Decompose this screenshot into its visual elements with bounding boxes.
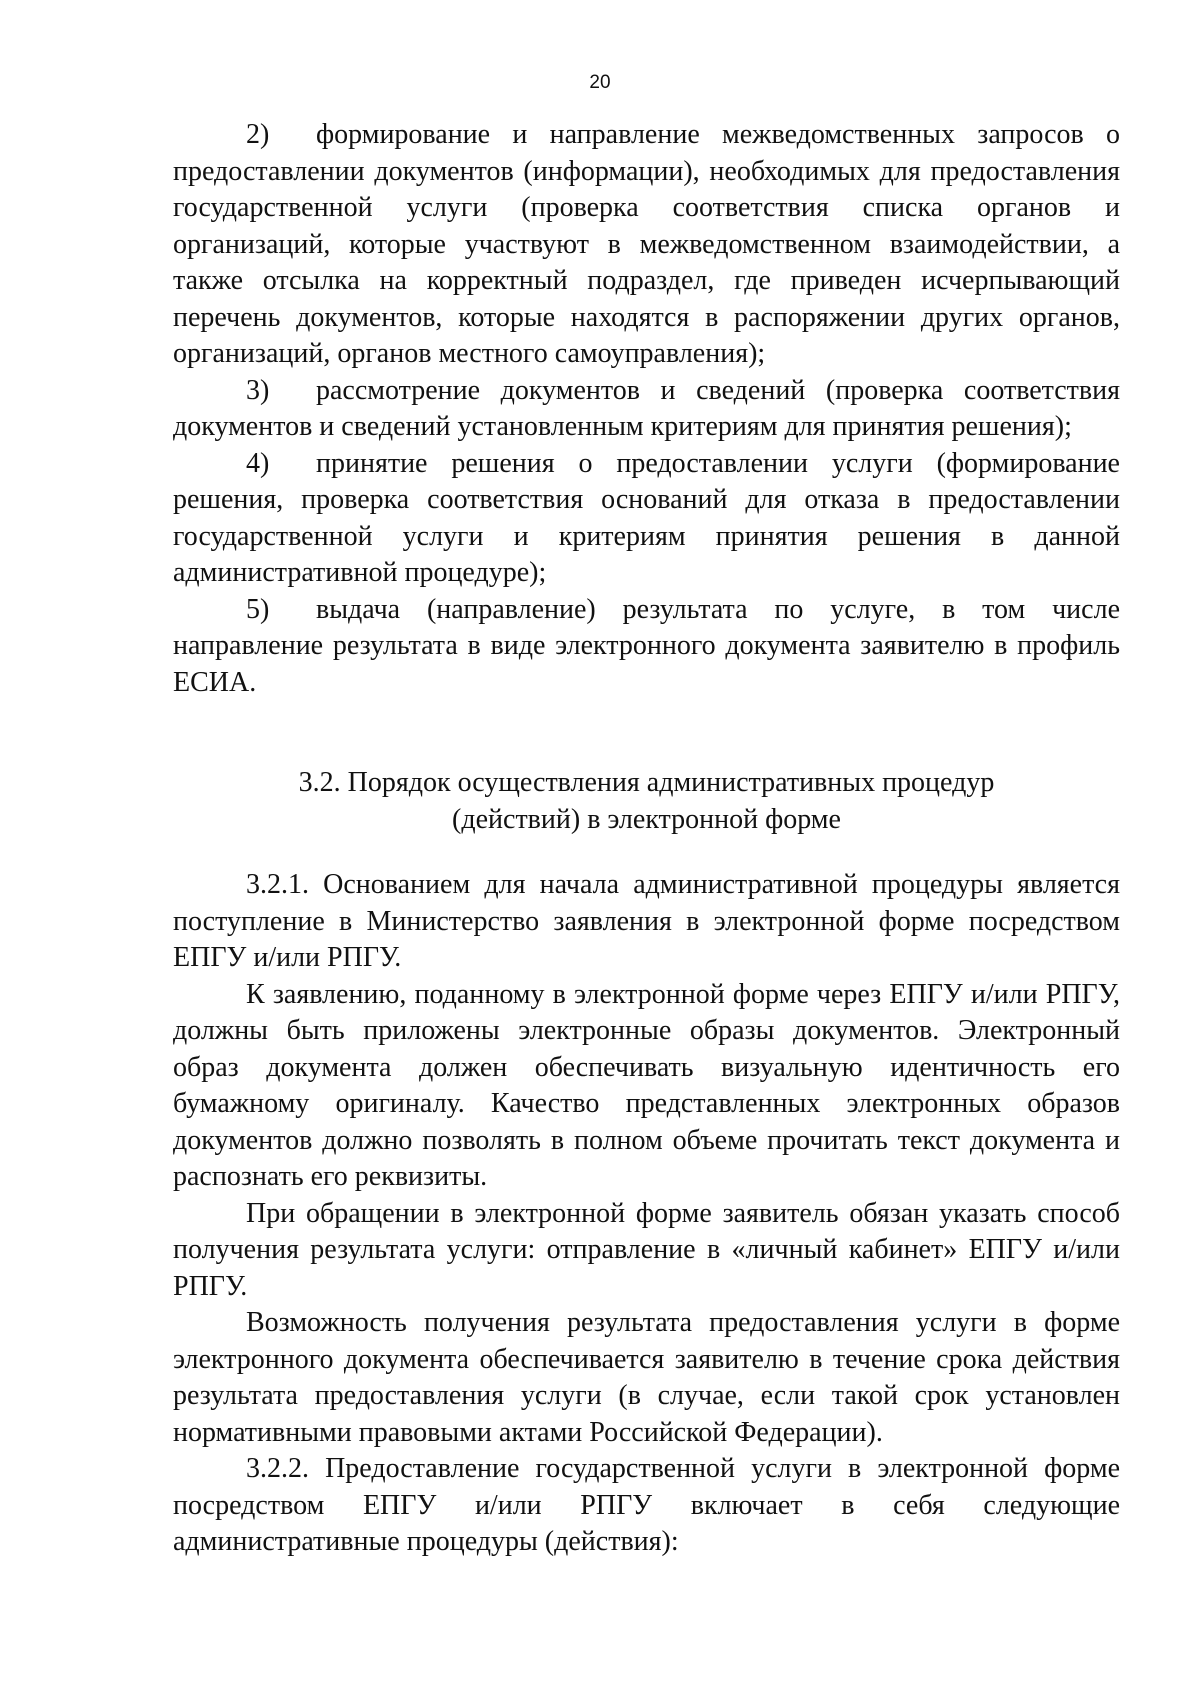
list-item-text: рассмотрение документов и сведений (проверка соответствия документов и сведений установленным критериям для принятия решения); xyxy=(173,374,1120,442)
list-item-number: 4) xyxy=(246,447,270,479)
list-item xyxy=(173,446,1120,592)
list-item-number: 2) xyxy=(246,119,270,150)
list-item-text: формирование и направление межведомственных запросов о предоставлении документов (информации), необходимых для предоставления государственной услуги (проверка соответствия списка органов и организаций, которые участвуют в межведомственном взаимодействии, а также отсылка на корректный подраздел, где приведен исчерпывающий перечень документов, которые находятся в распоряжении других органов, организаций, органов местного самоуправления); xyxy=(173,119,1120,369)
paragraph-result-availability: Возможность получения результата предоставления услуги в форме электронного документа обеспечивается заявителю в течение срока действия результата предоставления услуги (в случае, если такой срок установлен нормативными правовыми актами Российской Федерации). xyxy=(173,1307,1120,1448)
list-item-number: 3) xyxy=(246,374,270,406)
section-heading-line-2: (действий) в электронной форме xyxy=(452,804,841,835)
paragraph-electronic-images: К заявлению, поданному в электронной форме через ЕПГУ и/или РПГУ, должны быть приложены электронные образы документов. Электронный образ документа должен обеспечивать визуальную идентичность его бумажному оригиналу. Качество представленных электронных образов документов должно позволять в полном объеме прочитать текст документа и распознать его реквизиты. xyxy=(173,978,1120,1192)
list-item-text: принятие решения о предоставлении услуги (формирование решения, проверка соответствия оснований для отказа в предоставлении государственной услуги и критериям принятия решения в данной административной процедуре); xyxy=(173,447,1120,588)
list-item-text: выдача (направление) результата по услуге, в том числе направление результата в виде электронного документа заявителю в профиль ЕСИА. xyxy=(173,593,1120,698)
section-heading-line-1: 3.2. Порядок осуществления административных процедур xyxy=(298,767,995,798)
list-item-number: 5) xyxy=(246,593,270,625)
paragraph-3-2-1: 3.2.1. Основанием для начала административной процедуры является поступление в Министерство заявления в электронной форме посредством ЕПГУ и/или РПГУ. xyxy=(173,869,1120,973)
section-heading xyxy=(173,764,1120,838)
list-item xyxy=(173,373,1120,446)
paragraph-3-2-2: 3.2.2. Предоставление государственной услуги в электронной форме посредством ЕПГУ и/или РПГУ включает в себя следующие административные процедуры (действия): xyxy=(173,1453,1120,1557)
list-item xyxy=(173,592,1120,702)
section-body xyxy=(173,867,1120,1561)
paragraph-result-method: При обращении в электронной форме заявитель обязан указать способ получения результата услуги: отправление в «личный кабинет» ЕПГУ и/или РПГУ. xyxy=(173,1197,1120,1302)
procedure-list xyxy=(173,117,1120,701)
list-item xyxy=(173,117,1120,373)
page-number: 20 xyxy=(589,72,611,93)
